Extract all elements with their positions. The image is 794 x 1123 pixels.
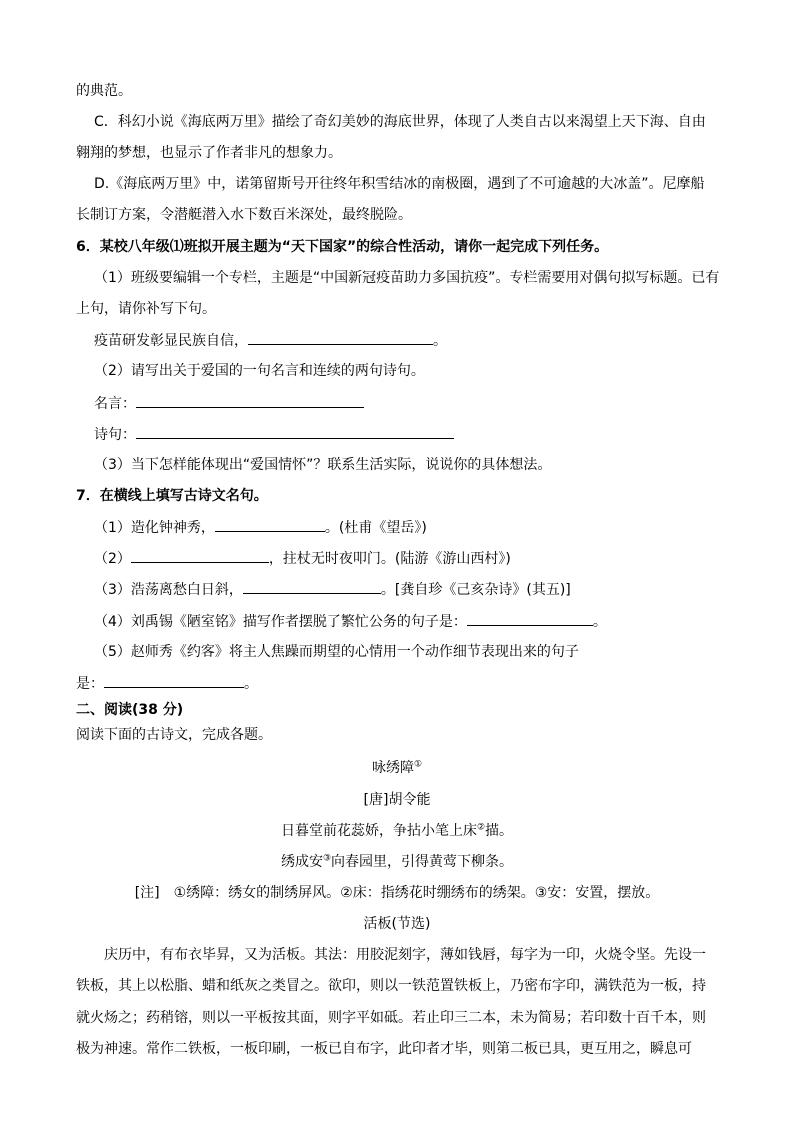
- prose-line-1: 庆历中，有布衣毕昇，又为活板。其法：用胶泥刻字，薄如钱唇，每字为一印，火烧令坚。先设一: [104, 947, 706, 963]
- poem-line-1: [0, 821, 794, 841]
- footnote-mark: ①: [413, 759, 423, 770]
- q7-item5-line2: [76, 673, 258, 694]
- answer-blank[interactable]: [248, 330, 433, 345]
- prose-line-4: 极为神速。常作二铁板，一板印刷，一板已自布字，此印者才毕，则第二板已具，更互用之，瞬息可: [76, 1041, 692, 1057]
- footnote-mark: ②: [476, 822, 486, 833]
- upper-couplet: 疫苗研发彰显民族自信，: [94, 333, 248, 349]
- option-d-line-2: 长制订方案，令潜艇潜入水下数百米深处，最终脱险。: [76, 207, 412, 223]
- question-7-title: 7．在横线上填写古诗文名句。: [76, 488, 268, 504]
- item-text: （4）刘禹锡《陋室铭》描写作者摆脱了繁忙公务的句子是：: [94, 614, 467, 630]
- answer-blank[interactable]: [215, 517, 325, 532]
- poem-line-2: [0, 852, 794, 872]
- prose-line-3: 就火炀之；药稍镕，则以一平板按其面，则字平如砥。若止印三二本，未为简易；若印数十百千本，则: [76, 1010, 706, 1026]
- verse-text: 日暮堂前花蕊娇，争拈小笔上床: [280, 823, 477, 839]
- text-line: 的典范。: [76, 83, 132, 99]
- q6-mingyan-row: [94, 393, 364, 414]
- shiju-blank[interactable]: [136, 424, 454, 439]
- option-c-line-2: 翱翔的梦想，也显示了作者非凡的想象力。: [76, 145, 342, 161]
- q7-item3: [94, 579, 571, 600]
- poem-title: [0, 758, 794, 778]
- item-text: （3）浩荡离愁白日斜，: [94, 582, 243, 598]
- section-intro: 阅读下面的古诗文，完成各题。: [76, 727, 272, 743]
- answer-blank[interactable]: [243, 579, 381, 594]
- item-text: 是：: [76, 676, 104, 692]
- q6-part1-line1: （1）班级要编辑一个专栏，主题是“中国新冠疫苗助力多国抗疫”。专栏需要用对偶句拟写标题。已有: [94, 270, 720, 286]
- q6-part3: （3）当下怎样能体现出“爱国情怀”？联系生活实际，说说你的具体想法。: [94, 457, 552, 473]
- poem-notes: [注] ①绣障：绣女的制绣屏风。②床：指绣花时绷绣布的绣架。③安：安置，摆放。: [134, 885, 660, 901]
- section-heading: 二、阅读(38 分): [76, 702, 184, 718]
- q7-item5-line1: （5）赵师秀《约客》将主人焦躁而期望的心情用一个动作细节表现出来的句子: [94, 644, 579, 660]
- answer-blank[interactable]: [467, 611, 593, 626]
- item-source: 。[龚自珍《己亥杂诗》(其五)]: [380, 582, 571, 598]
- punctuation: 。: [244, 676, 258, 692]
- footnote-mark: ③: [322, 853, 332, 864]
- mingyan-blank[interactable]: [136, 393, 364, 408]
- q6-part1-prompt: [94, 330, 447, 351]
- q6-part2: （2）请写出关于爱国的一句名言和连续的两句诗句。: [94, 363, 425, 379]
- option-d-line-1: D.《海底两万里》中，诺第留斯号开往终年积雪结冰的南极圈，遇到了不可逾越的大冰盖”。尼摩船: [94, 176, 705, 192]
- item-source: 。(杜甫《望岳》): [324, 520, 427, 536]
- q6-shiju-row: [94, 424, 454, 445]
- poem-author: [唐]胡令能: [363, 792, 431, 808]
- answer-blank[interactable]: [104, 673, 244, 688]
- verse-text: 向春园里，引得黄莺下柳条。: [331, 854, 514, 870]
- punctuation: 。: [433, 333, 447, 349]
- q7-item1: [94, 517, 427, 538]
- option-c-line-1: C．科幻小说《海底两万里》描绘了奇幻美妙的海底世界，体现了人类自古以来渴望上天下海、自由: [94, 114, 706, 130]
- item-text: （1）造化钟神秀，: [94, 520, 215, 536]
- mingyan-label: 名言：: [94, 396, 136, 412]
- item-number: （2）: [94, 551, 131, 567]
- q7-item4: [94, 611, 607, 632]
- question-6-title: 6．某校八年级⑴班拟开展主题为“天下国家”的综合性活动，请你一起完成下列任务。: [76, 239, 609, 255]
- q7-item2: [94, 548, 511, 569]
- verse-text: 描。: [485, 823, 514, 839]
- verse-text: 绣成安: [280, 854, 323, 870]
- prose-line-2: 铁板，其上以松脂、蜡和纸灰之类冒之。欲印，则以一铁范置铁板上，乃密布字印，满铁范为一板，持: [76, 978, 706, 994]
- q6-part1-line2: 上句，请你补写下句。: [76, 301, 216, 317]
- item-source: ，拄杖无时夜叩门。(陆游《游山西村》): [268, 551, 511, 567]
- poem-title-text: 咏绣障: [371, 760, 414, 776]
- punctuation: 。: [592, 614, 607, 630]
- shiju-label: 诗句：: [94, 427, 136, 443]
- prose-title: 活板(节选): [363, 916, 431, 932]
- answer-blank[interactable]: [131, 548, 269, 563]
